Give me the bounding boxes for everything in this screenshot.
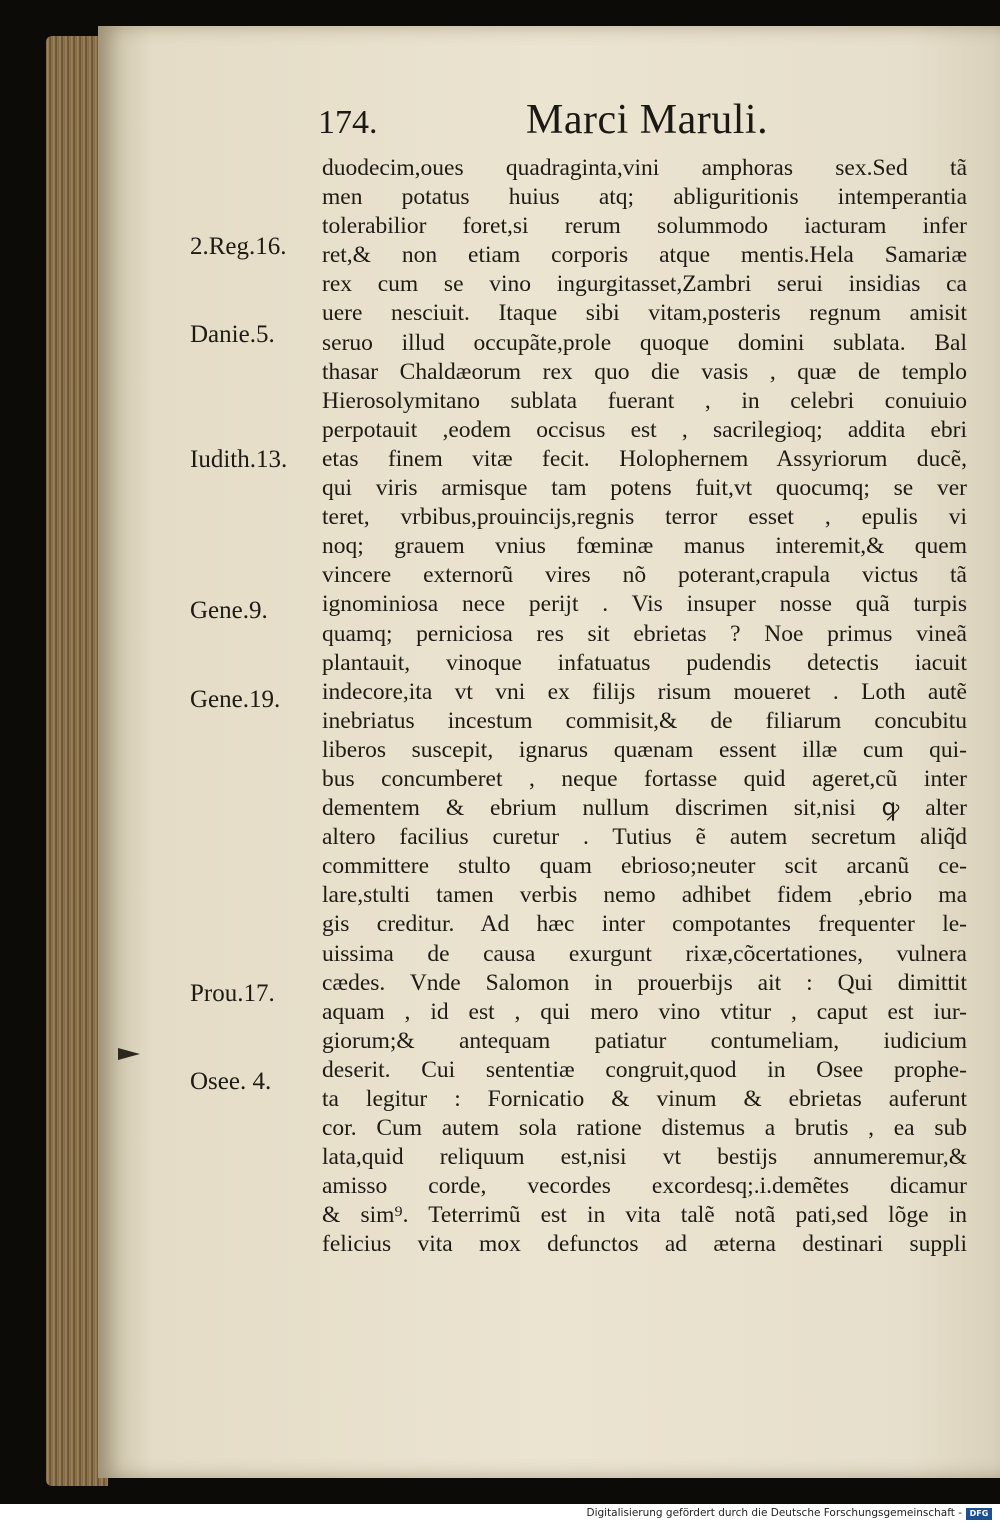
text-line: indecore,ita vt vni ex filijs risum moueret . Loth autẽ: [322, 678, 967, 705]
text-line: ret,& non etiam corporis atque mentis.Hela Samariæ: [322, 242, 967, 269]
margin-note-osee: Osee. 4.: [190, 1068, 272, 1095]
text-line: altero facilius curetur . Tutius ẽ autem secretum aliq̃d: [322, 824, 967, 851]
text-line: amisso corde, vecordes excordesq;.i.demẽtes dicamur: [322, 1173, 967, 1200]
text-line: seruo illud occupãte,prole quoque domini sublata. Bal: [322, 329, 967, 356]
margin-note-gene-9: Gene.9.: [190, 597, 268, 624]
text-line: deserit. Cui sententiæ congruit,quod in Osee prophe-: [322, 1056, 967, 1083]
text-line: ta legitur : Fornicatio & vinum & ebrietas auferunt: [322, 1086, 967, 1112]
text-line: quamq; perniciosa res sit ebrietas ? Noe primus vineã: [322, 620, 967, 647]
text-line: lare,stulti tamen verbis nemo adhibet fidem ,ebrio ma: [322, 882, 967, 909]
text-line: duodecim,oues quadraginta,vini amphoras sex.Sed tã: [322, 155, 967, 181]
margin-note-danie: Danie.5.: [190, 321, 275, 348]
text-line: giorum;& antequam patiatur contumeliam, iudicium: [322, 1027, 967, 1054]
dfg-logo: DFG: [966, 1508, 992, 1520]
funding-credit: Digitalisierung gefördert durch die Deutsche Forschungsgemeinschaft -: [586, 1507, 962, 1519]
text-line: men potatus huius atq; abliguritionis intemperantia: [322, 184, 967, 211]
text-line: aquam , id est , qui mero vino vtitur , caput est iur-: [322, 998, 967, 1025]
text-line: & sim⁹. Teterrimũ est in vita talẽ notã pati,sed lõge in: [322, 1202, 967, 1229]
margin-note-gene-19: Gene.19.: [190, 686, 281, 713]
text-line: vincere externorũ vires nõ poterant,crapula victus tã: [322, 562, 967, 589]
text-line: uissima de causa exurgunt rixæ,cõcertationes, vulnera: [322, 940, 967, 967]
text-line: teret, vrbibus,prouincijs,regnis terror esset , epulis vi: [322, 504, 967, 531]
text-line: liberos suscepit, ignarus quænam essent illæ cum qui-: [322, 736, 967, 763]
running-title: Marci Maruli.: [526, 97, 769, 143]
text-line: inebriatus incestum commisit,& de filiarum concubitu: [322, 707, 967, 734]
text-line: etas finem vitæ fecit. Holophernem Assyriorum ducẽ,: [322, 445, 967, 472]
text-line: ignominiosa nece perijt . Vis insuper nosse quã turpis: [322, 591, 967, 618]
page-header: [318, 96, 878, 146]
text-line: plantauit, vinoque infatuatus pudendis detectis iacuit: [322, 649, 967, 676]
text-line: committere stulto quam ebrioso;neuter scit arcanũ ce-: [322, 853, 967, 880]
text-line: lata,quid reliquum est,nisi vt bestijs annumeremur,&: [322, 1144, 967, 1171]
text-line: rex cum se vino ingurgitasset,Zambri serui insidias ca: [322, 271, 967, 298]
page-marker-arrow: [118, 1048, 140, 1060]
text-line: bus concumberet , neque fortasse quid ageret,cũ inter: [322, 765, 967, 792]
margin-note-iudith: Iudith.13.: [190, 446, 288, 473]
text-line: thasar Chaldæorum rex quo die vasis , quæ de templo: [322, 358, 967, 385]
text-line: perpotauit ,eodem occisus est , sacrilegioq; addita ebri: [322, 416, 967, 443]
text-line: Hierosolymitano sublata fuerant , in celebri conuiuio: [322, 387, 967, 414]
margin-note-reg: 2.Reg.16.: [190, 233, 287, 260]
text-line: tolerabilior foret,si rerum solummodo iacturam infer: [322, 213, 967, 240]
text-line: cædes. Vnde Salomon in prouerbijs ait : Qui dimittit: [322, 969, 967, 996]
page-number: 174.: [318, 104, 378, 141]
text-line: uere nesciuit. Itaque sibi vitam,posteris regnum amisit: [322, 300, 967, 327]
text-line: cor. Cum autem sola ratione distemus a brutis , ea sub: [322, 1115, 967, 1142]
text-line: felicius vita mox defunctos ad æterna destinari suppli: [322, 1231, 967, 1258]
footer-bar: [0, 1504, 1000, 1524]
text-line: dementem & ebrium nullum discrimen sit,nisi ꝙ alter: [322, 795, 967, 822]
margin-note-prou: Prou.17.: [190, 980, 275, 1007]
text-line: qui viris armisque tam potens fuit,vt quocumq; se ver: [322, 475, 967, 502]
text-line: gis creditur. Ad hæc inter compotantes frequenter le-: [322, 911, 967, 938]
body-text: [322, 154, 967, 1260]
text-line: noq; grauem vnius fœminæ manus interemit,& quem: [322, 533, 967, 560]
